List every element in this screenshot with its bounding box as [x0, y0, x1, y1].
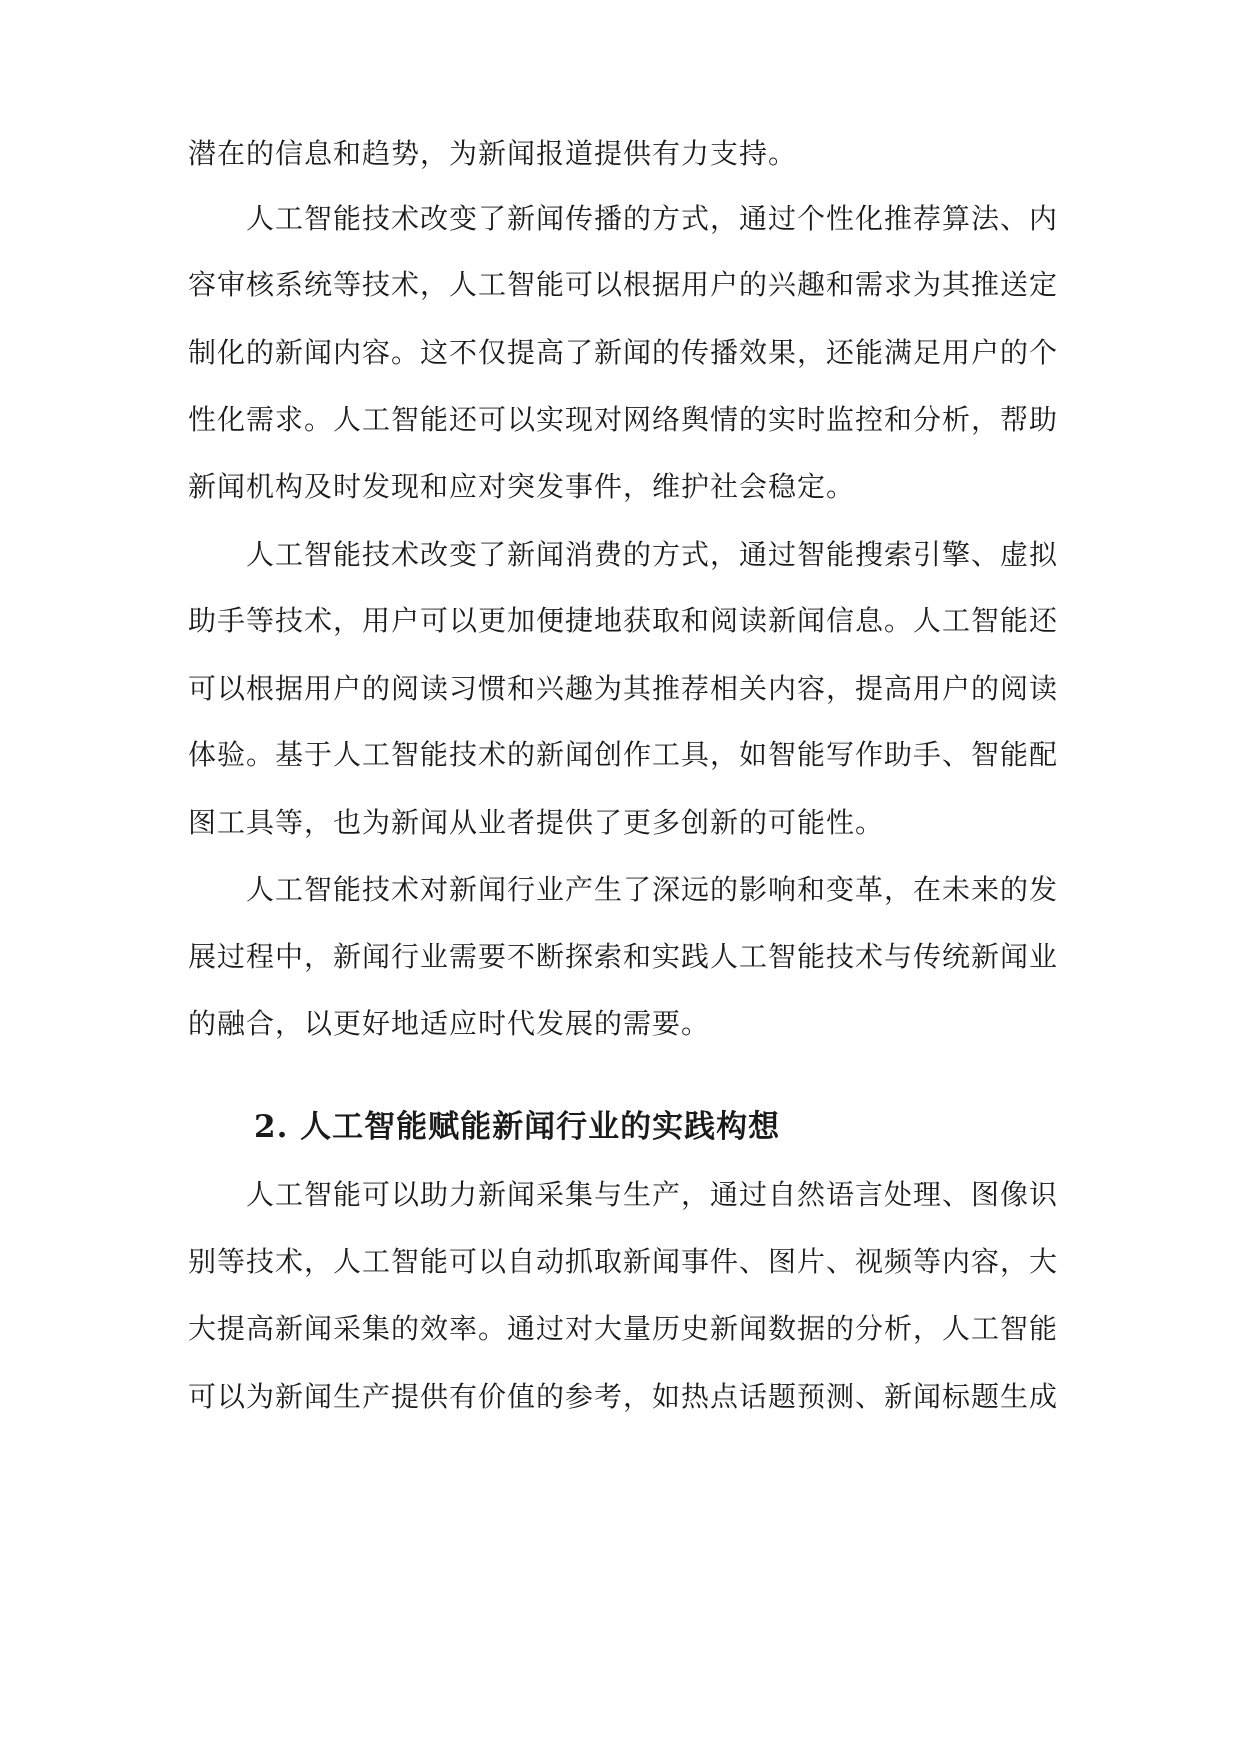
paragraph-line: 人工智能可以助力新闻采集与生产，通过自然语言处理、图像识: [246, 1178, 1059, 1211]
paragraph-line: 别等技术，人工智能可以自动抓取新闻事件、图片、视频等内容，大: [188, 1245, 1059, 1278]
paragraph-line: 展过程中，新闻行业需要不断探索和实践人工智能技术与传统新闻业: [188, 940, 1059, 973]
paragraph-line: 制化的新闻内容。这不仅提高了新闻的传播效果，还能满足用户的个: [188, 336, 1059, 369]
paragraph-line: 可以为新闻生产提供有价值的参考，如热点话题预测、新闻标题生成: [188, 1380, 1059, 1413]
paragraph-line: 体验。基于人工智能技术的新闻创作工具，如智能写作助手、智能配: [188, 738, 1059, 771]
section-heading: 2. 人工智能赋能新闻行业的实践构想: [254, 1109, 781, 1145]
paragraph-line: 人工智能技术对新闻行业产生了深远的影响和变革，在未来的发: [246, 873, 1059, 906]
paragraph-line: 可以根据用户的阅读习惯和兴趣为其推荐相关内容，提高用户的阅读: [188, 672, 1059, 705]
paragraph-line: 新闻机构及时发现和应对突发事件，维护社会稳定。: [188, 470, 856, 503]
paragraph-line: 的融合，以更好地适应时代发展的需要。: [188, 1007, 711, 1040]
paragraph-line: 图工具等，也为新闻从业者提供了更多创新的可能性。: [188, 806, 885, 839]
paragraph-line: 大提高新闻采集的效率。通过对大量历史新闻数据的分析，人工智能: [188, 1312, 1059, 1345]
paragraph-line: 性化需求。人工智能还可以实现对网络舆情的实时监控和分析，帮助: [188, 403, 1059, 436]
paragraph-line: 容审核系统等技术，人工智能可以根据用户的兴趣和需求为其推送定: [188, 268, 1059, 301]
paragraph-line: 助手等技术，用户可以更加便捷地获取和阅读新闻信息。人工智能还: [188, 604, 1059, 637]
paragraph-line: 人工智能技术改变了新闻传播的方式，通过个性化推荐算法、内: [246, 202, 1059, 235]
paragraph-line: 潜在的信息和趋势，为新闻报道提供有力支持。: [188, 137, 798, 170]
paragraph-line: 人工智能技术改变了新闻消费的方式，通过智能搜索引擎、虚拟: [246, 538, 1059, 571]
